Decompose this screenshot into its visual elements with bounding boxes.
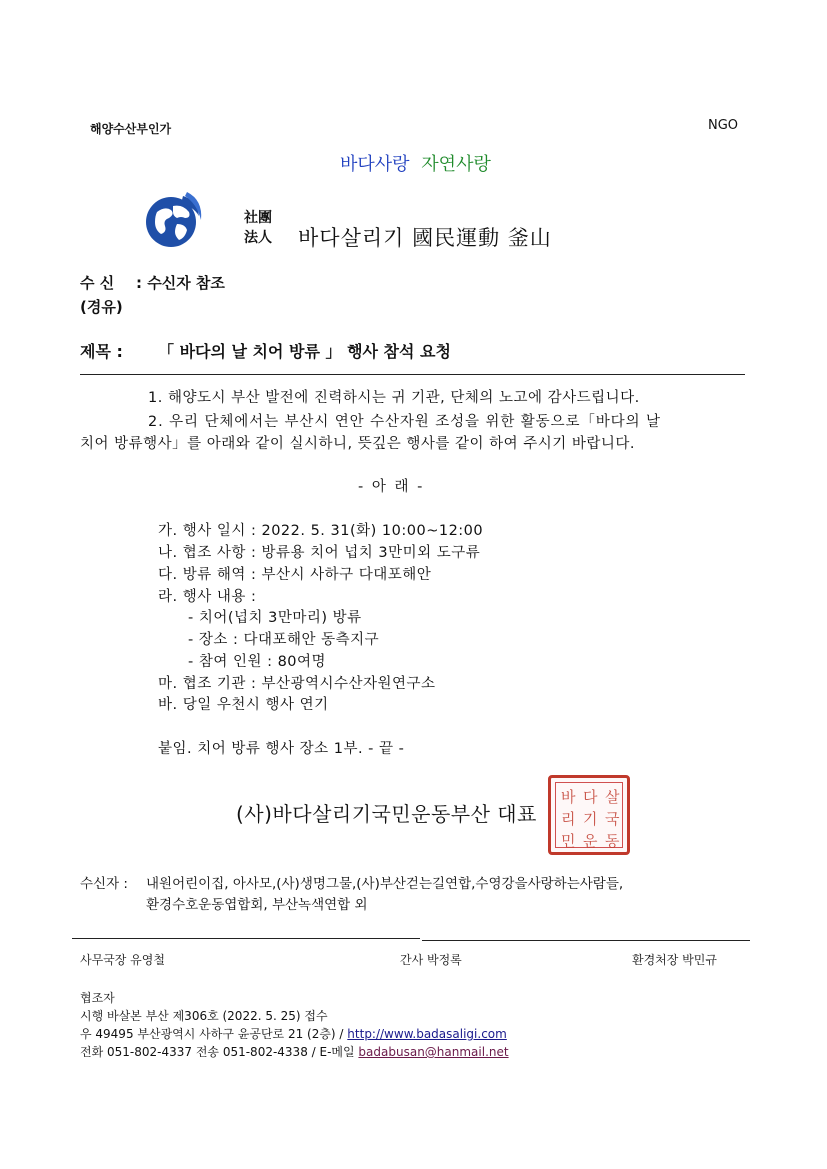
address-text: 우 49495 부산광역시 사하구 윤공단로 21 (2층) /	[80, 1027, 348, 1041]
contact-line	[80, 1043, 509, 1060]
org-name: 바다살리기 國民運動 釜山	[298, 226, 552, 250]
recipients-line-2: 환경수호운동엽합회, 부산녹색연합 외	[146, 897, 368, 913]
footer-divider-left	[72, 938, 420, 939]
recipients-line-1: 내원어린이집, 아사모,(사)생명그물,(사)부산걷는길연합,수영강을사랑하는사람들,	[146, 876, 624, 892]
cooperator-label: 협조자	[80, 991, 115, 1005]
org-prefix-bottom: 法人	[244, 230, 272, 246]
list-item: 가. 행사 일시 : 2022. 5. 31(화) 10:00~12:00	[158, 523, 484, 539]
body-paragraph-2a: 2. 우리 단체에서는 부산시 연안 수산자원 조성을 위한 활동으로「바다의 날	[148, 414, 661, 430]
subject-label: 제목 :	[80, 342, 123, 361]
sub-list-item: - 치어(넙치 3만마리) 방류	[188, 610, 362, 626]
org-prefix-top: 社團	[244, 210, 272, 226]
staff-auditor: 간사 박정록	[400, 953, 462, 967]
sender-name: (사)바다살리기국민운동부산 대표	[236, 802, 537, 826]
globe-logo-icon	[143, 190, 205, 252]
list-item: 마. 협조 기관 : 부산광역시수산자원연구소	[158, 676, 436, 692]
list-item: 나. 협조 사항 : 방류용 치어 넙치 3만미외 도구류	[158, 545, 481, 561]
subject-divider	[80, 374, 745, 375]
ngo-label: NGO	[708, 118, 739, 133]
attachment-note: 붙임. 치어 방류 행사 장소 1부. - 끝 -	[158, 741, 405, 757]
phone-fax-text: 전화 051-802-4337 전송 051-802-4338 / E-메일	[80, 1045, 359, 1059]
below-heading: - 아 래 -	[358, 479, 425, 495]
official-seal-stamp: 바 다 살 리 기 국 민 운 동	[548, 775, 630, 855]
email-link[interactable]: badabusan@hanmail.net	[358, 1045, 509, 1059]
slogan-sea-love: 바다사랑	[340, 154, 410, 175]
address-line	[80, 1025, 507, 1042]
staff-director: 환경처장 박민규	[632, 953, 717, 967]
slogan	[340, 150, 491, 176]
approval-text: 해양수산부인가	[90, 122, 172, 136]
recipient-value: : 수신자 참조	[136, 274, 225, 292]
list-item: 라. 행사 내용 :	[158, 589, 257, 605]
slogan-nature-love: 자연사랑	[421, 154, 491, 175]
via-label: (경유)	[80, 298, 123, 316]
staff-secretary-general: 사무국장 유영철	[80, 953, 165, 967]
enforcement-line: 시행 바살본 부산 제306호 (2022. 5. 25) 접수	[80, 1009, 328, 1023]
list-item: 바. 당일 우천시 행사 연기	[158, 697, 329, 713]
body-paragraph-2b: 치어 방류행사」를 아래와 같이 실시하니, 뜻깊은 행사를 같이 하여 주시기 바랍니다.	[80, 436, 636, 452]
body-paragraph-1: 1. 해양도시 부산 발전에 진력하시는 귀 기관, 단체의 노고에 감사드립니다.	[148, 390, 640, 406]
sub-list-item: - 참여 인원 : 80여명	[188, 654, 327, 670]
list-item: 다. 방류 해역 : 부산시 사하구 다대포해안	[158, 567, 432, 583]
subject-value: 「 바다의 날 치어 방류 」 행사 참석 요청	[158, 342, 451, 361]
org-prefix	[244, 208, 272, 248]
sub-list-item: - 장소 : 다대포해안 동측지구	[188, 632, 380, 648]
footer-divider-right	[422, 940, 750, 941]
website-link[interactable]: http://www.badasaligi.com	[347, 1027, 507, 1041]
recipient-label: 수 신	[80, 274, 115, 292]
recipients-label: 수신자 :	[80, 876, 128, 892]
